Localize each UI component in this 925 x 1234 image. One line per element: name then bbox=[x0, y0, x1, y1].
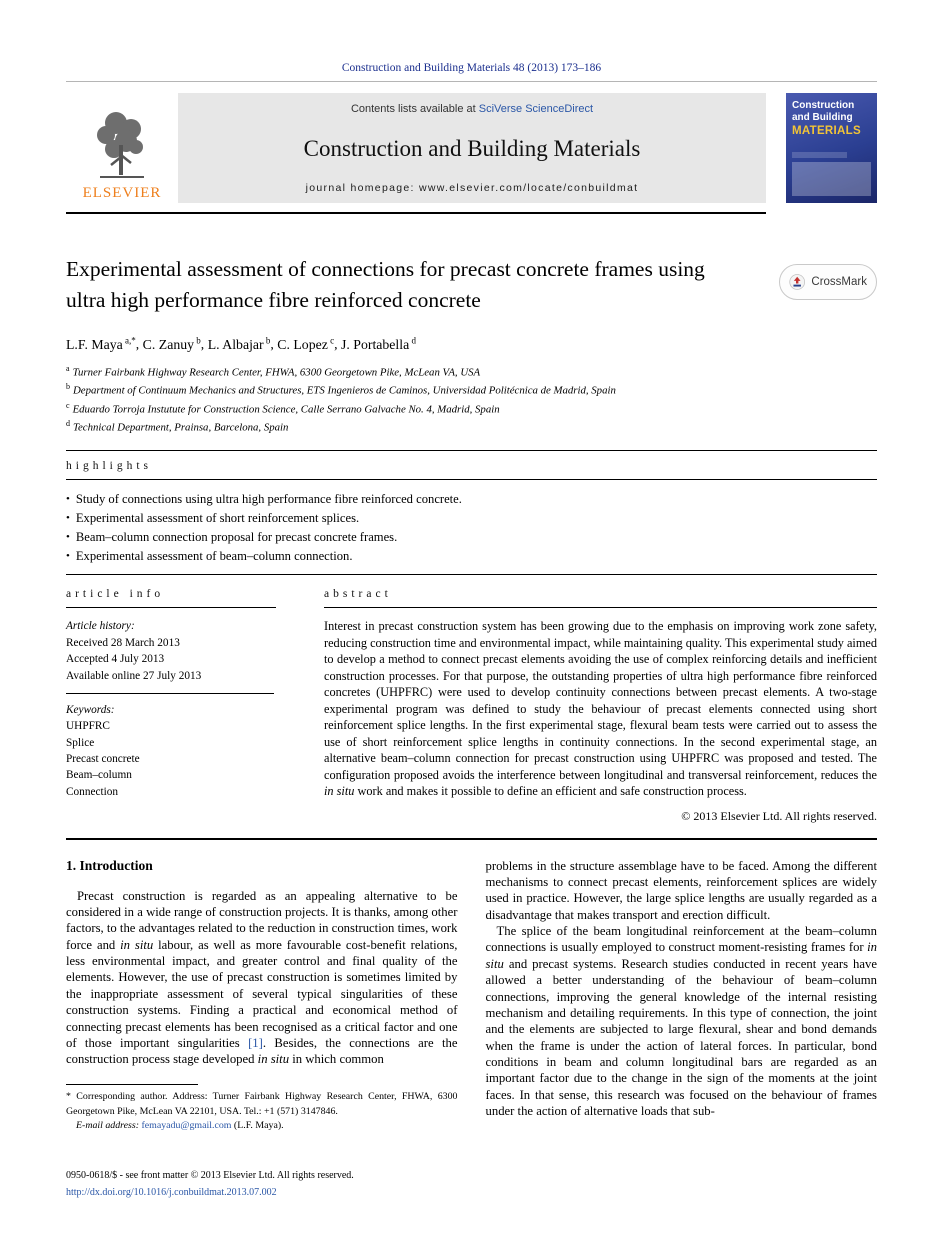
left-column-paragraphs bbox=[66, 888, 458, 1068]
footnote-line2: E-mail address: femayadu@gmail.com (L.F. Maya). bbox=[76, 1120, 284, 1132]
affiliation: $^b$ Department of Continuum Mechanics and Structures, ETS Ingenieros de Caminos, Universidad Politécnica de Madrid, Spain bbox=[66, 382, 616, 397]
affiliation: $^a$ Turner Fairbank Highway Research Center, FHWA, 6300 Georgetown Pike, McLean VA, USA bbox=[66, 363, 481, 379]
italic-text: in situ bbox=[485, 940, 877, 971]
info-abstract-section bbox=[66, 574, 877, 823]
keyword: Splice bbox=[66, 736, 95, 749]
author-affiliation-marker: b bbox=[263, 335, 271, 346]
title-row bbox=[66, 254, 877, 315]
cover-decoration bbox=[792, 152, 847, 158]
history-line: Accepted 4 July 2013 bbox=[66, 653, 165, 666]
journal-cover-thumbnail[interactable] bbox=[786, 93, 877, 203]
inline-link[interactable]: [1] bbox=[248, 1035, 263, 1050]
body-right-column bbox=[486, 858, 878, 1135]
paragraph: Precast construction is regarded as an appealing alternative to be considered in a wide range of construction projects. It is thanks, among other factors, to the advantages related to the reduction in construction times, work force and in situ labour, as well as more favourable cost-benefit relations, less environmental impact, and greater control and final quality of the elements. However, the use of precast construction is sometimes limited by the inappropriate assessment of several typical singularities of these construction systems. Finding a practical and economical method of connecting precast elements has been recognised as a critical factor and one of those important singularities [1]. Besides, the connections are the construction process stage developed in situ in which common bbox=[66, 888, 458, 1067]
crossmark-icon bbox=[789, 271, 805, 293]
author-name: J. Portabella $^d$ bbox=[341, 335, 416, 352]
article-info-column bbox=[66, 588, 276, 823]
abstract-bottom-divider bbox=[66, 838, 877, 840]
issn-copyright-line: 0950-0618/$ - see front matter © 2013 Elsevier Ltd. All rights reserved. bbox=[66, 1170, 354, 1181]
contents-line bbox=[351, 103, 593, 115]
abstract-heading: abstract bbox=[324, 588, 877, 608]
highlight-item: • Experimental assessment of beam–column connection. bbox=[66, 547, 877, 566]
keyword: UHPFRC bbox=[66, 720, 110, 733]
keyword: Precast concrete bbox=[66, 753, 140, 766]
right-column-paragraphs bbox=[486, 858, 878, 1120]
elsevier-tree-icon bbox=[86, 107, 158, 183]
author-name: L.F. Maya $^{a,*}$ bbox=[66, 335, 136, 352]
keywords-label: Keywords: bbox=[66, 703, 115, 716]
journal-header bbox=[66, 93, 877, 203]
author-name: L. Albajar $^b$ bbox=[207, 335, 271, 352]
paragraph: The splice of the beam longitudinal reinforcement at the beam–column connections is usually employed to construct moment-resisting frames for in situ and precast systems. Research studies conducted in recent years have allowed a better understanding of the behaviour of beam–column connections, improving the general knowledge of the internal resisting mechanism and detailing requirements. In this type of connection, the joint and the elements are subjected to large flexural, shear and bond demands when the frame is under the action of lateral forces. In particular, bond conditions in beam and column longitudinal bars are regarded as an important factor due to the change in the sign of the moments at the joint faces. In that sense, this research was focused on the behaviour of frames under the action of alternative loads that sub- bbox=[485, 924, 877, 1119]
citation-divider bbox=[66, 81, 877, 82]
italic-text: in situ bbox=[257, 1052, 290, 1067]
highlight-item: • Beam–column connection proposal for precast concrete frames. bbox=[66, 528, 877, 547]
elsevier-wordmark: ELSEVIER bbox=[82, 185, 162, 201]
footnote-divider bbox=[66, 1084, 198, 1085]
highlights-top-divider bbox=[66, 450, 877, 451]
highlights-list bbox=[66, 490, 877, 567]
author-list: L.F. Maya $^{a,*}$, C. Zanuy $^b$, L. Albajar $^b$, C. Lopez $^c$, J. Portabella $^d$ bbox=[66, 335, 416, 352]
section-heading-introduction: 1. Introduction bbox=[66, 857, 153, 873]
article-page bbox=[66, 0, 877, 1198]
keywords-divider bbox=[66, 693, 274, 694]
affiliation: $^c$ Eduardo Torroja Instutute for Construction Science, Calle Serrano Galvache No. 4, Madrid, Spain bbox=[66, 400, 500, 416]
body-left-column bbox=[66, 858, 458, 1135]
abstract-column bbox=[324, 588, 877, 823]
journal-title: Construction and Building Materials bbox=[303, 135, 641, 161]
author-affiliation-marker: d bbox=[409, 335, 416, 346]
journal-homepage-line bbox=[306, 182, 639, 194]
journal-banner bbox=[178, 93, 766, 203]
footnote-line1: * Corresponding author. Address: Turner Fairbank Highway Research Center, FHWA, 6300 Georgetown Pike, McLean VA 22101, USA. Tel.: +1 (571) 3147846. bbox=[66, 1090, 458, 1117]
article-info-content bbox=[66, 618, 276, 800]
crossmark-label: CrossMark bbox=[811, 276, 867, 288]
highlight-item: • Study of connections using ultra high performance fibre reinforced concrete. bbox=[66, 490, 877, 509]
highlights-heading: highlights bbox=[66, 459, 153, 472]
affiliation: $^d$ Technical Department, Prainsa, Barcelona, Spain bbox=[66, 419, 289, 434]
cover-title-line2: and Building bbox=[792, 112, 853, 123]
cover-image-band bbox=[792, 162, 871, 196]
footer bbox=[66, 1168, 354, 1201]
abstract-paragraph: Interest in precast construction system has been growing due to the emphasis on improving work zone safety, reducing construction time and environmental impact, while maintaining quality. This experimental study aimed to develop a method to connect precast elements avoiding the use of complex reinforcing details and inefficient construction processes. For that purpose, the outstanding properties of ultra high performance fibre reinforced concretes (UHPFRC) were used to develop continuity connections between precast elements. A two-stage experimental program was defined to study the behaviour of precast elements connected using short reinforcement splice lengths. In the first experimental stage, flexural beam tests were carried out to assess the use of short reinforcement splice lengths in continuity connections. In the second experimental stage, an alternative beam–column connection for precast construction using UHPFRC was proposed and tested. The configuration proposed avoids the interference between longitudinal and transversal reinforcement, reduces the in situ work and makes it possible to define an efficient and safe construction process. bbox=[324, 619, 877, 799]
abstract-copyright: © 2013 Elsevier Ltd. All rights reserved. bbox=[681, 808, 877, 823]
crossmark-badge[interactable] bbox=[779, 264, 877, 300]
homepage-label: journal homepage: bbox=[305, 182, 419, 194]
corresponding-author-footnote bbox=[66, 1084, 458, 1135]
author-name: C. Lopez $^c$ bbox=[277, 335, 335, 352]
keyword: Connection bbox=[66, 785, 119, 798]
sciverse-sciencedirect-link[interactable]: SciVerse ScienceDirect bbox=[478, 103, 594, 115]
journal-homepage-link[interactable]: www.elsevier.com/locate/conbuildmat bbox=[418, 182, 639, 194]
history-line: Available online 27 July 2013 bbox=[66, 669, 202, 682]
cover-title-line1: Construction bbox=[792, 100, 855, 111]
article-title: Experimental assessment of connections for precast concrete frames using ultra high performance fibre reinforced concrete bbox=[66, 257, 705, 312]
article-info-heading: article info bbox=[66, 588, 276, 608]
header-divider bbox=[66, 212, 766, 214]
keyword: Beam–column bbox=[66, 769, 132, 782]
affiliation-list bbox=[66, 363, 877, 437]
italic-text: in situ bbox=[120, 937, 154, 952]
cover-title-line3: MATERIALS bbox=[792, 125, 861, 137]
article-history bbox=[66, 635, 276, 684]
author-name: C. Zanuy $^b$ bbox=[142, 335, 201, 352]
highlights-heading-divider bbox=[66, 479, 877, 480]
doi-link[interactable]: http://dx.doi.org/10.1016/j.conbuildmat.2013.07.002 bbox=[66, 1186, 277, 1198]
elsevier-logo bbox=[66, 93, 178, 203]
italic-text: in situ bbox=[324, 784, 355, 799]
history-line: Received 28 March 2013 bbox=[66, 636, 180, 649]
author-affiliation-marker: b bbox=[194, 335, 201, 346]
keyword-list bbox=[66, 718, 276, 800]
author-affiliation-marker: a,* bbox=[122, 335, 136, 346]
article-history-label: Article history: bbox=[66, 620, 135, 633]
highlight-item: • Experimental assessment of short reinforcement splices. bbox=[66, 509, 877, 528]
journal-citation: Construction and Building Materials 48 (2013) 173–186 bbox=[341, 62, 602, 74]
paragraph: problems in the structure assemblage have to be faced. Among the different mechanisms to connect precast elements, reinforcement splices are widely used in practice. However, the large splice lengths are usually regarded as a disadvantage that makes transport and erection difficult. bbox=[485, 858, 877, 922]
contents-prefix: Contents lists available at bbox=[350, 103, 479, 115]
inline-link[interactable]: femayadu@gmail.com bbox=[141, 1120, 232, 1132]
article-body bbox=[66, 858, 877, 1135]
italic-text: E-mail address: bbox=[76, 1120, 142, 1132]
author-affiliation-marker: c bbox=[327, 335, 335, 346]
